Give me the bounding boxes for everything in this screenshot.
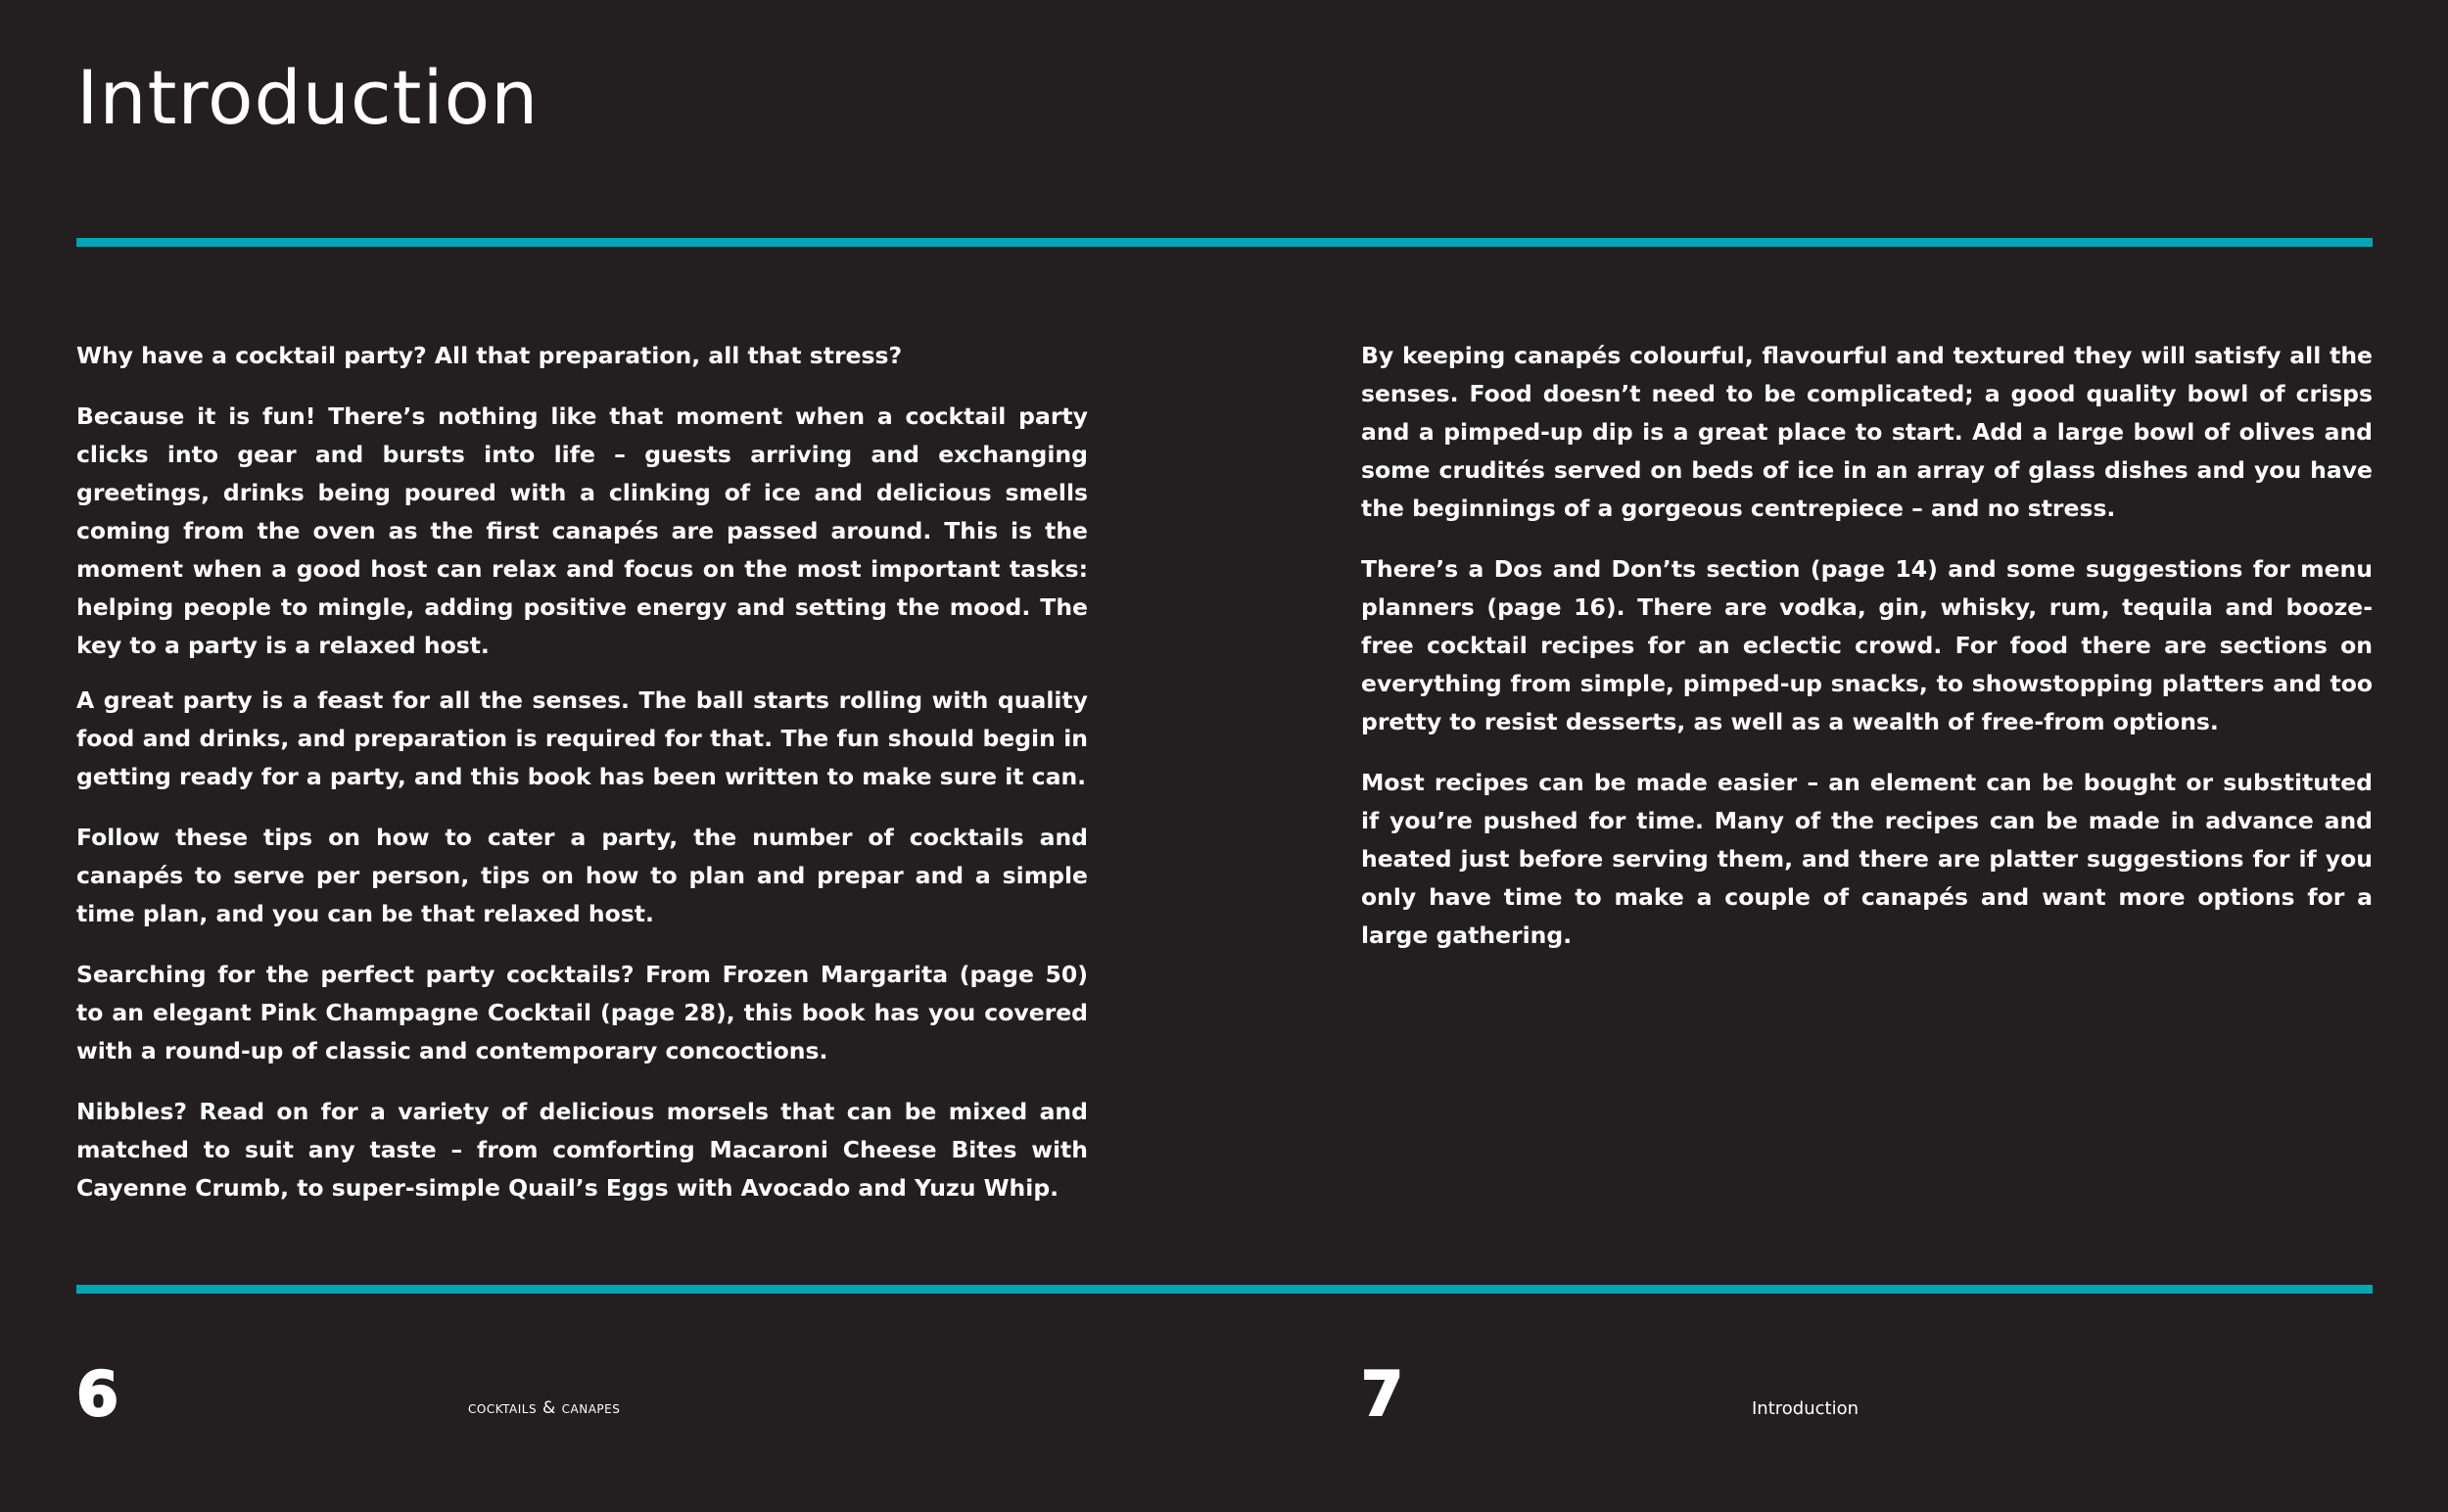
paragraph: There’s a Dos and Don’ts section (page 14) and some suggestions for menu planners (page 16). There are vodka, gin, whisky, rum, tequila and booze-free cocktail recipes for an eclectic crowd. For food there are sections on everything from simple, pimped-up snacks, to showstopping platters and too pretty to resist desserts, as well as a wealth of free-from options.	[1361, 555, 2373, 735]
right-running-head: Introduction	[1752, 1398, 1860, 1419]
page-title: Introduction	[76, 54, 540, 141]
right-page-number: 7	[1361, 1358, 1404, 1430]
paragraph: Most recipes can be made easier – an element can be bought or substituted if you’re pushed for time. Many of the recipes can be made in advance and heated just before serving them, and there are platter suggestions for if you only have time to make a couple of canapés and want more options for a large gathering.	[1361, 769, 2373, 949]
right-text-column	[1361, 337, 2373, 977]
paragraph: A great party is a feast for all the senses. The ball starts rolling with quality food and drinks, and preparation is required for that. The fun should begin in getting ready for a party, and this book has been written to make sure it can.	[76, 686, 1088, 790]
paragraph: Nibbles? Read on for a variety of delicious morsels that can be mixed and matched to suit any taste – from comforting Macaroni Cheese Bites with Cayenne Crumb, to super-simple Quail’s Eggs with Avocado and Yuzu Whip.	[76, 1098, 1088, 1202]
paragraph: Why have a cocktail party? All that preparation, all that stress?	[76, 342, 903, 369]
left-running-head: cocktails & canapes	[468, 1398, 621, 1418]
bottom-divider	[76, 1285, 2373, 1294]
paragraph: Searching for the perfect party cocktails? From Frozen Margarita (page 50) to an elegant Pink Champagne Cocktail (page 28), this book has you covered with a round-up of classic and contemporary concoctions.	[76, 961, 1088, 1064]
paragraph: By keeping canapés colourful, flavourful and textured they will satisfy all the senses. Food doesn’t need to be complicated; a good quality bowl of crisps and a pimped-up dip is a great place to start. Add a large bowl of olives and some crudités served on beds of ice in an array of glass dishes and you have the beginnings of a gorgeous centrepiece – and no stress.	[1361, 342, 2373, 522]
left-text-column	[76, 337, 1088, 1230]
paragraph: Because it is fun! There’s nothing like that moment when a cocktail party clicks into gear and bursts into life – guests arriving and exchanging greetings, drinks being poured with a clinking of ice and delicious smells coming from the oven as the first canapés are passed around. This is the moment when a good host can relax and focus on the most important tasks: helping people to mingle, adding positive energy and setting the mood. The key to a party is a relaxed host.	[76, 402, 1088, 659]
left-page-number: 6	[76, 1358, 119, 1430]
top-divider	[76, 238, 2373, 247]
paragraph: Follow these tips on how to cater a party, the number of cocktails and canapés to serve per person, tips on how to plan and prepar and a simple time plan, and you can be that relaxed host.	[76, 824, 1088, 927]
